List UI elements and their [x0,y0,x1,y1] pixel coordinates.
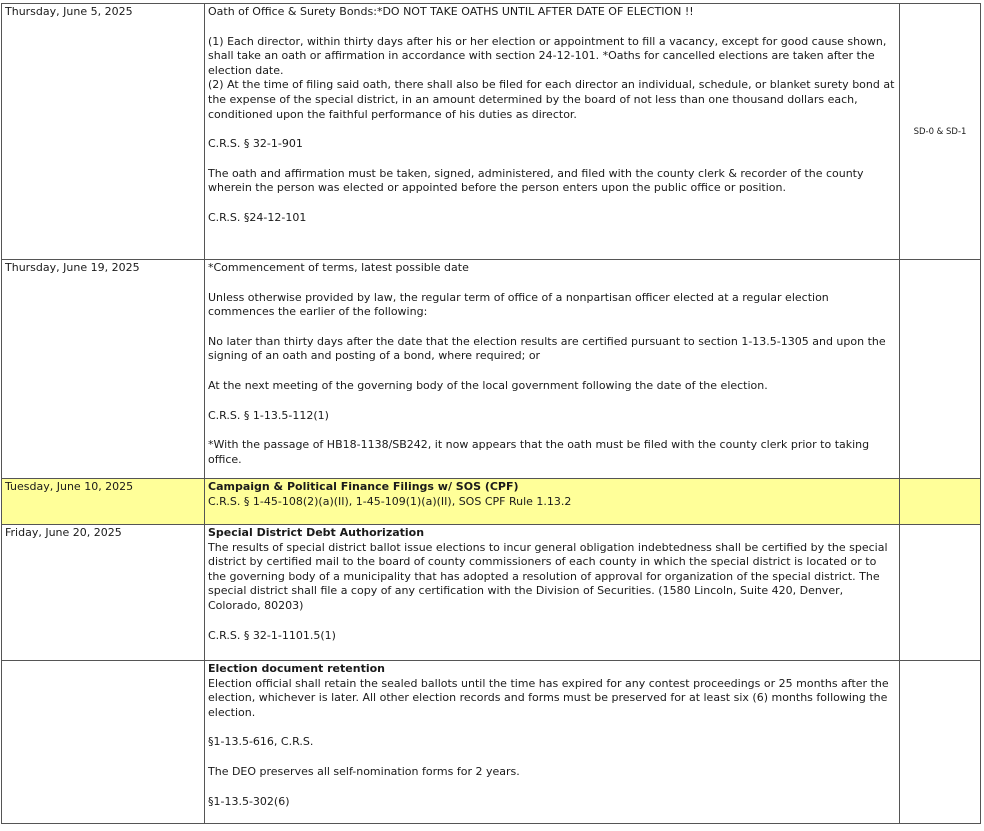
table-row [2,479,981,525]
table-row [2,260,981,479]
citation: C.R.S. § 1-45-108(2)(a)(II), 1-45-109(1)(a)(II), SOS CPF Rule 1.13.2 [208,494,572,508]
row-title: Election document retention [208,662,385,675]
row-title: Campaign & Political Finance Filings w/ SOS (CPF) [208,480,519,493]
citation: C.R.S. § 32-1-1101.5(1) [208,628,336,642]
row-title: Oath of Office & Surety Bonds:*DO NOT TAKE OATHS UNTIL AFTER DATE OF ELECTION !! [208,5,694,18]
row-title: Special District Debt Authorization [208,526,425,539]
citation: C.R.S. §24-12-101 [208,210,307,224]
description-cell [205,661,900,824]
form-cell [900,479,981,525]
description-cell [205,4,900,260]
table-row [2,4,981,260]
table-row [2,525,981,661]
description-cell [205,525,900,661]
table-row [2,661,981,824]
paragraph: Election official shall retain the sealed ballots until the time has expired for any contest proceedings or 25 months after the election, whichever is later. All other election records and forms must be preserved for at least six (6) months following the election. [208,676,889,719]
date-cell: Tuesday, June 10, 2025 [2,479,205,525]
paragraph: (2) At the time of filing said oath, there shall also be filed for each director an individual, schedule, or blanket surety bond at the expense of the special district, in an amount determined by the board of not less than one thousand dollars each, conditioned upon the faithful performance of his duties as director. [208,78,895,121]
form-cell: SD-0 & SD-1 [900,4,981,260]
paragraph: The results of special district ballot issue elections to incur general obligation indebtedness shall be certified by the special district by certified mail to the board of county commissioners of each county in which the special district is located or to the governing body of a municipality that has adopted a resolution of approval for organization of the special district. The special district shall file a copy of any certification with the Division of Securities. (1580 Lincoln, Suite 420, Denver, Colorado, 80203) [208,540,888,612]
schedule-table [1,3,981,824]
date-cell: Thursday, June 19, 2025 [2,260,205,479]
paragraph: *With the passage of HB18-1138/SB242, it now appears that the oath must be filed with the county clerk prior to taking office. [208,438,870,466]
citation: §1-13.5-616, C.R.S. [208,735,314,749]
citation: C.R.S. § 32-1-901 [208,137,303,151]
paragraph: The DEO preserves all self-nomination forms for 2 years. [208,764,520,778]
description-cell [205,260,900,479]
paragraph: No later than thirty days after the date that the election results are certified pursuant to section 1-13.5-1305 and upon the signing of an oath and posting of a bond, where required; or [208,334,886,363]
paragraph: The oath and affirmation must be taken, signed, administered, and filed with the county clerk & recorder of the county wherein the person was elected or appointed before the person enters upon the public office or position. [208,166,864,195]
paragraph: At the next meeting of the governing body of the local government following the date of the election. [208,378,768,392]
citation: §1-13.5-302(6) [208,794,290,808]
paragraph: (1) Each director, within thirty days after his or her election or appointment to fill a vacancy, except for good cause shown, shall take an oath or affirmation in accordance with section 24-12-101. *Oaths for cancelled elections are taken after the election date. [208,34,887,77]
form-cell [900,525,981,661]
date-cell [2,661,205,824]
date-cell: Friday, June 20, 2025 [2,525,205,661]
description-cell [205,479,900,525]
citation: C.R.S. § 1-13.5-112(1) [208,408,329,422]
form-cell [900,260,981,479]
date-cell: Thursday, June 5, 2025 [2,4,205,260]
paragraph: Unless otherwise provided by law, the regular term of office of a nonpartisan officer elected at a regular election commences the earlier of the following: [208,290,829,319]
form-cell [900,661,981,824]
row-title: *Commencement of terms, latest possible date [208,261,469,274]
